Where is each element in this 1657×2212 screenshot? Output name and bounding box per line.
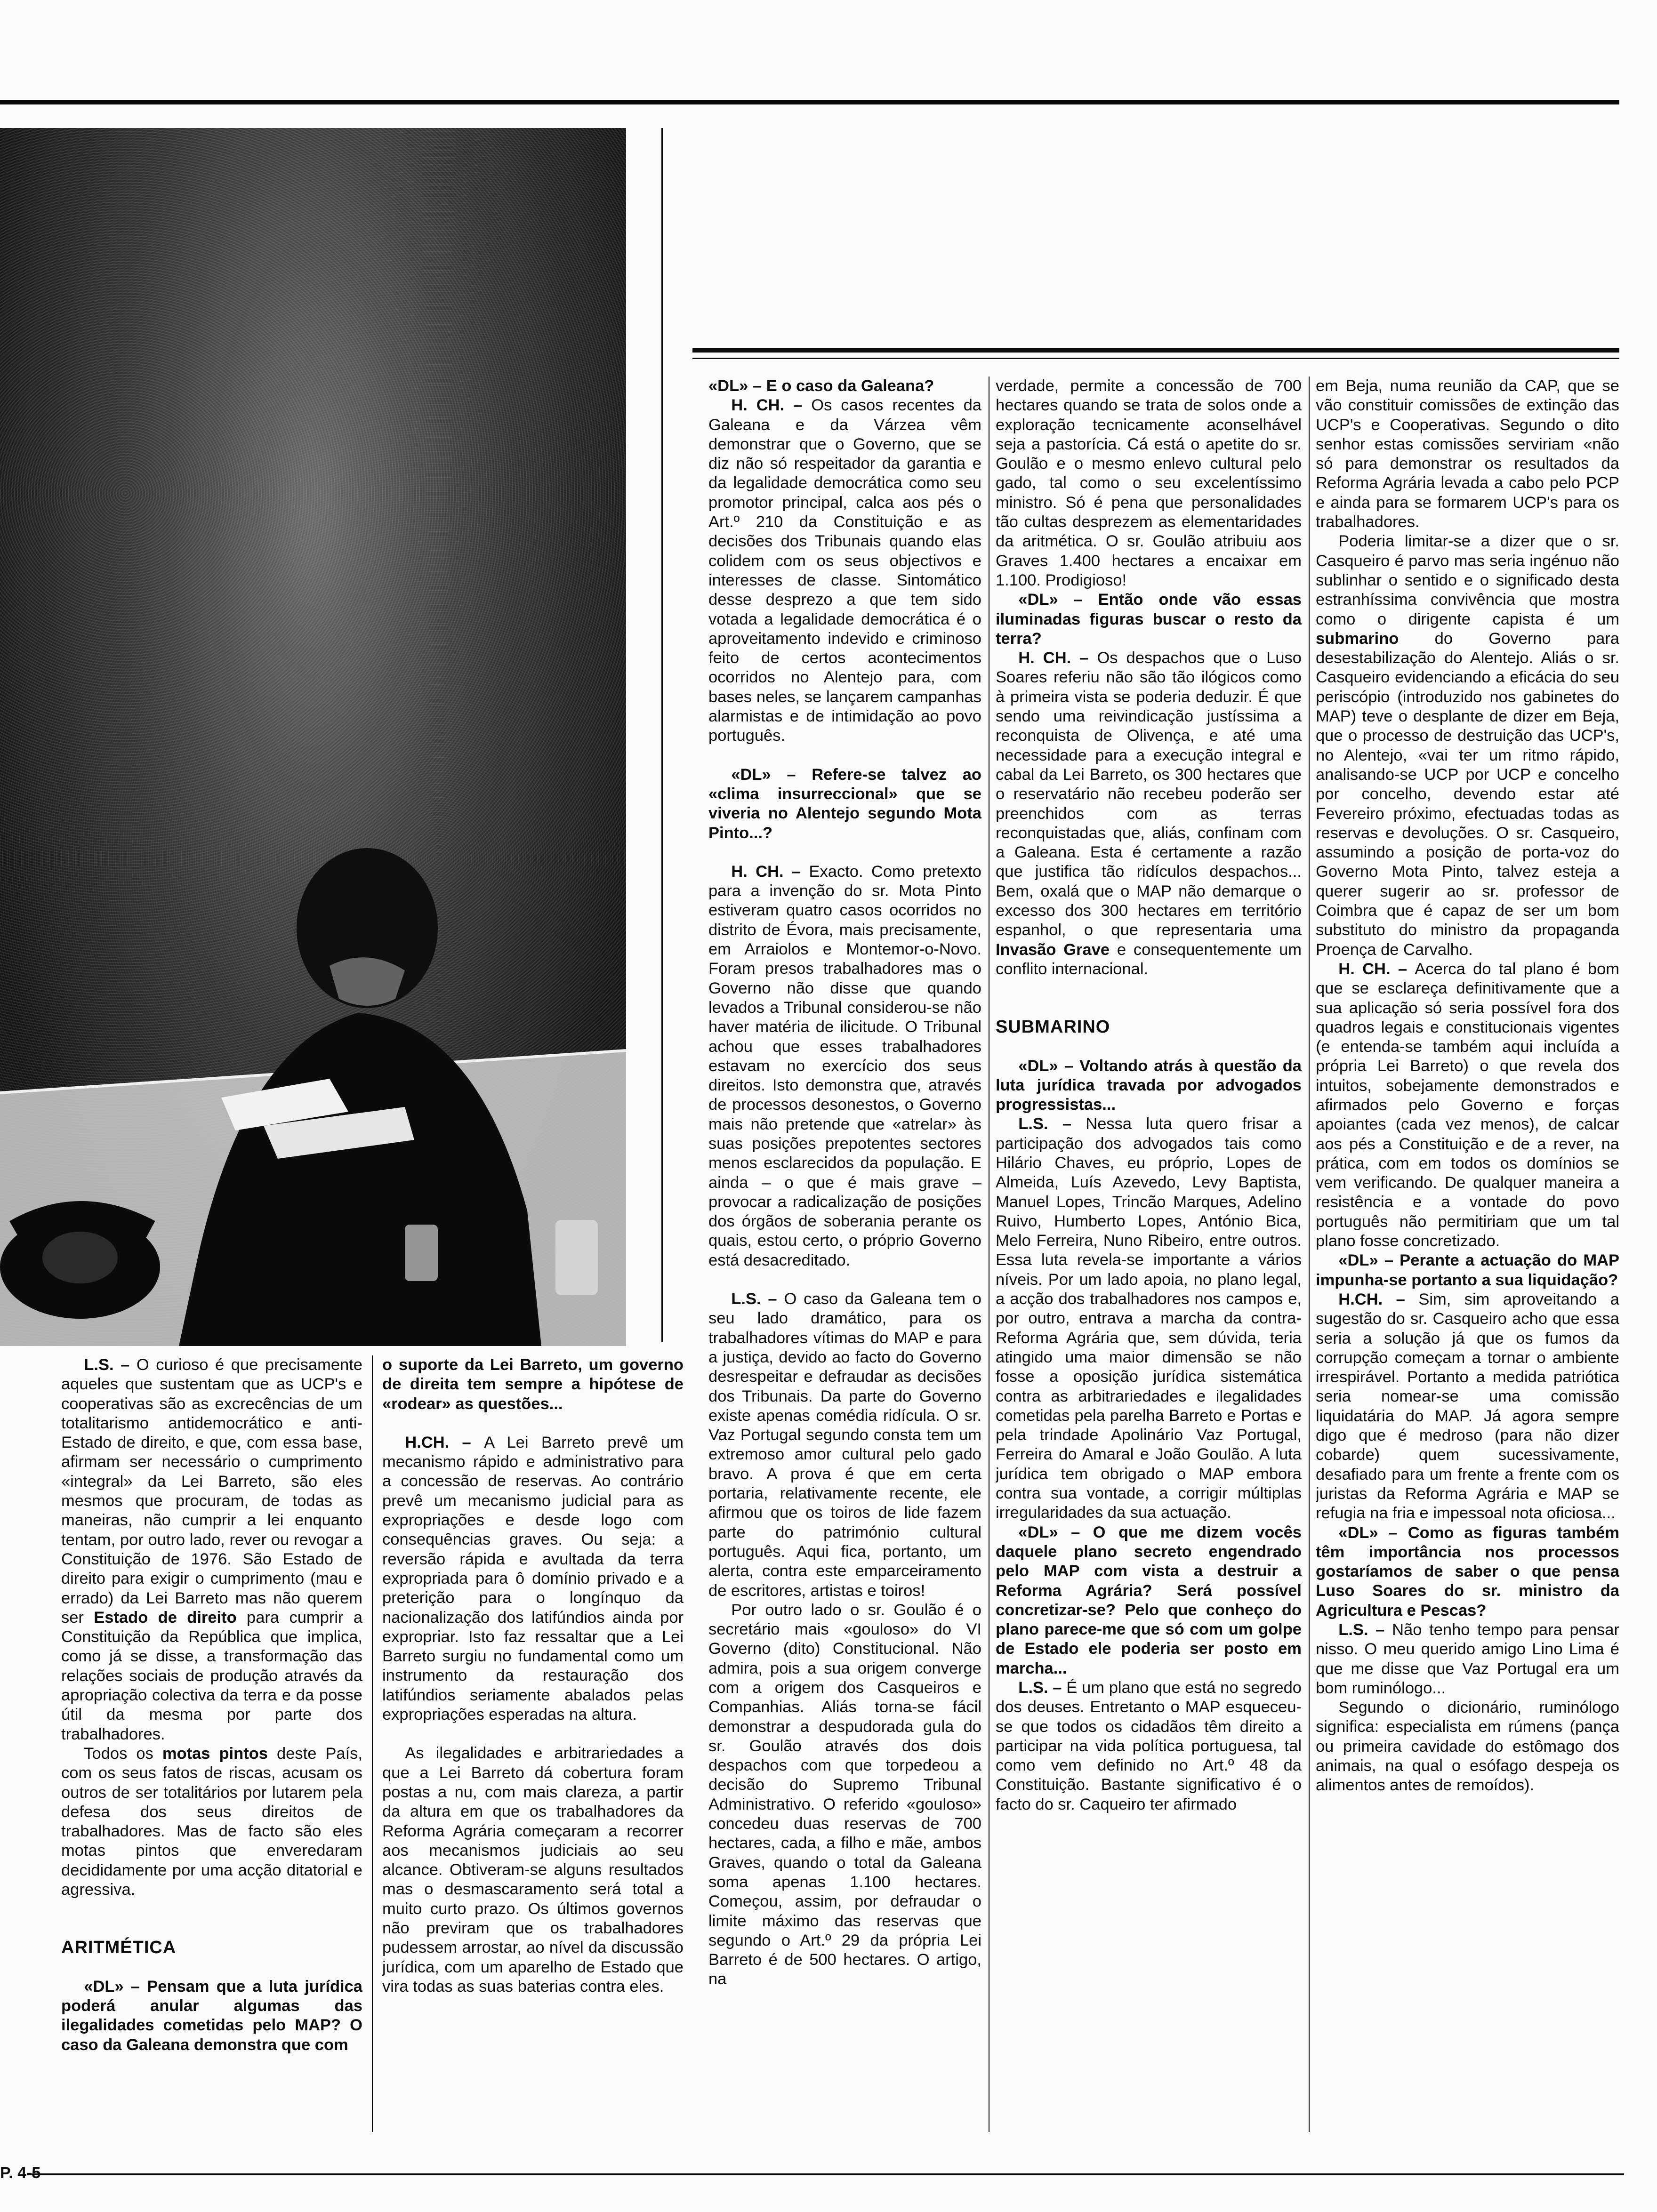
- emphasis-text: L.S. –: [1018, 1115, 1086, 1133]
- interview-question: «DL» – O que me dizem vocês daquele plano secreto engendrado pelo MAP com vista a destruir a Reforma Agrária? Será possível concretizar-se? Pelo que conheço do plano parece-me que só com um golpe de Estado ele poderia ser posto em marcha...: [996, 1523, 1302, 1677]
- paragraph-text: A Lei Barreto prevê um mecanismo rápido e administrativo para a concessão de reservas. Ao contrário prevê um mecanismo judicial para as expropriações e desde logo com consequências graves. Ou seja: a reversão rápida e avultada da terra expropriada para ô domínio privado e a preterição para o longínquo da nacionalização dos latifúndios ainda por expropriar. Isto faz ressaltar que a Lei Barreto surgiu no fundamental como um instrumento da restauração dos latifúndios seriamente abalados pelas expropriações esperadas na altura.: [382, 1433, 684, 1724]
- section-heading: ARITMÉTICA: [61, 1938, 177, 1958]
- paragraph-text: para cumprir a Constituição da República que implica, como já se disse, a transformação das relações sociais de produção através da apropriação colectiva da terra e da posse útil da mesma por parte dos trabalhadores.: [61, 1608, 362, 1743]
- paragraph-text: As ilegalidades e arbitrariedades a que a Lei Barreto dá cobertura foram postas a nu, com mais clareza, a partir da altura em que os trabalhadores da Reforma Agrária começaram a recorrer aos mecanismos judiciais ao seu alcance. Obtiveram-se alguns resultados mas o desmascaramento será total a muito curto prazo. Os últimos governos não previram que os trabalhadores pudessem arrostar, ao nível da discussão jurídica, com um aparelho de Estado que vira todas as suas baterias contra eles.: [382, 1744, 684, 1996]
- paragraph-text: em Beja, numa reunião da CAP, que se vão constituir comissões de extinção das UCP's e Cooperativas. Segundo o dito senhor estas comissões serviriam «não só para demonstrar os resultados da Reforma Agrária levada a cabo pelo PCP e ainda para se formarem UCP's para os trabalhadores.: [1316, 377, 1619, 531]
- paragraph-text: O caso da Galeana tem o seu lado dramático, para os trabalhadores vítimas do MAP e para a justiça, devido ao facto do Governo desrespeitar e defraudar as decisões dos Tribunais. Da parte do Governo existe apenas comédia ridícula. O sr. Vaz Portugal segundo consta tem um extremoso amor cultural pelo gado bravo. A prova é que em certa portaria, relativamente recente, ele afirmou que os toiros de lide fazem parte do património cultural português. Aqui fica, portanto, um alerta, contra este emparceiramento de escritores, artistas e toiros!: [708, 1290, 981, 1600]
- article-column-4: [996, 377, 1302, 2146]
- emphasis-text: H.CH. –: [405, 1433, 484, 1451]
- interview-question: «DL» – Pensam que a luta jurídica poderá anular algumas das ilegalidades cometidas pelo MAP? O caso da Galeana demonstra que com: [61, 1977, 362, 2054]
- paragraph-text: Exacto. Como pretexto para a invenção do sr. Mota Pinto estiveram quatro casos ocorridos no distrito de Évora, mais precisamente, em Arraiolos e Montemor-o-Novo. Foram presos trabalhadores mas o Governo não disse que quando levados a Tribunal considerou-se não haver matéria de ilicitude. O Tribunal achou que esses trabalhadores estavam no exercício dos seus direitos. Isto demonstra que, através de processos desonestos, o Governo mais não pretende que «atrelar» às suas posições prepotentes sectores menos esclarecidos da população. E ainda – o que é mais grave – provocar a radicalização de posições dos órgãos de soberania perante os quais, estou certo, o próprio Governo está desacreditado.: [708, 862, 981, 1269]
- paragraph-text: Os despachos que o Luso Soares referiu não são tão ilógicos como à primeira vista se poderia deduzir. É que sendo uma reivindicação justíssima a reconquista de Olivença, e até uma necessidade para a execução integral e cabal da Lei Barreto, os 300 hectares que o reservatário não recebeu poderão ser preenchidos com as terras reconquistadas que, aliás, confinam com a Galeana. Esta é certamente a razão que justifica tão ridículos despachos... Bem, oxalá que o MAP não demarque o excesso dos 300 hectares em território espanhol, o que representaria uma: [996, 649, 1302, 939]
- interview-question: o suporte da Lei Barreto, um governo de direita tem sempre a hipótese de «rodear» as questões...: [382, 1356, 684, 1413]
- paragraph-text: e consequentemente um conflito internacional.: [996, 940, 1302, 978]
- interview-question: «DL» – Perante a actuação do MAP impunha-se portanto a sua liquidação?: [1316, 1251, 1619, 1289]
- emphasis-text: submarino: [1316, 629, 1399, 648]
- article-column-5: [1316, 377, 1619, 2146]
- paragraph-text: Todos os: [84, 1744, 162, 1763]
- article-column-1: [61, 1355, 362, 2156]
- article-column-2: [382, 1355, 684, 2156]
- column-separator: [372, 1355, 373, 2132]
- interview-question: «DL» – Voltando atrás à questão da luta jurídica travada por advogados progressistas...: [996, 1057, 1302, 1114]
- body-paragraph: [1316, 1620, 1619, 1698]
- body-paragraph: [1316, 960, 1619, 1251]
- bottom-rule: [28, 2173, 1624, 2175]
- emphasis-text: L.S. –: [1338, 1621, 1392, 1639]
- paragraph-text: deste País, com os seus fatos de riscas, acusam os outros de ser totalitários por lutarem pela defesa dos seus direitos de trabalhadores. Mas de facto são eles motas pintos que enveredaram decididamente por uma acção ditatorial e agressiva.: [61, 1744, 362, 1899]
- right-block-rule-thin: [692, 358, 1619, 359]
- interview-question: «DL» – E o caso da Galeana?: [708, 377, 934, 395]
- paragraph-text: do Governo para desestabilização do Alentejo. Aliás o sr. Casqueiro evidenciando a eficácia do seu periscópio (introduzido nos gabinetes do MAP) teve o desplante de dizer em Beja, que o processo de destruição das UCP's, no Alentejo, «vai ter um ritmo rápido, analisando-se UCP por UCP e concelho por concelho, devendo estar até Fevereiro próximo, efectuadas todas as reservas e devoluções. O sr. Casqueiro, assumindo a posição de porta-voz do Governo Mota Pinto, talvez esteja a querer sugerir ao sr. professor de Coimbra que é capaz de ser um bom substituto do ministro da propaganda Proença de Carvalho.: [1316, 629, 1619, 959]
- body-paragraph: [996, 1678, 1302, 1814]
- paragraph-text: Nessa luta quero frisar a participação dos advogados tais como Hilário Chaves, eu próprio, Lopes de Almeida, Luís Azevedo, Levy Baptista, Manuel Lopes, Trincão Marques, Adelino Ruivo, Humberto Lopes, António Bica, Melo Ferreira, Nuno Ribeiro, entre outros. Essa luta revela-se importante a vários níveis. Por um lado apoia, no plano legal, a acção dos trabalhadores nos campos e, por outro, entrava a marcha da contra-Reforma Agrária que, sem dúvida, teria atingido uma maior dimensão se não fosse a oposição jurídica sistemática contra as arbitrariedades e ilegalidades cometidas pela parelha Barreto e Portas e pela trindade Apolinário Vaz Portugal, Ferreira do Amaral e João Goulão. A luta jurídica tem obrigado o MAP embora contra sua vontade, a corrigir múltiplas irregularidades da sua actuação.: [996, 1115, 1302, 1522]
- emphasis-text: H. CH. –: [1018, 649, 1097, 667]
- body-paragraph: [382, 1744, 684, 1996]
- paragraph-text: Acerca do tal plano é bom que se esclareça definitivamente que a sua aplicação só seria possível fora dos quadros legais e constitucionais vigentes (e entenda-se também aqui incluída a própria Lei Barreto) o que revela dos intuitos, sobejamente demonstrados e afirmados pelo Governo e forças apoiantes (cada vez menos), de calcar aos pés a Constituição e de a rever, na prática, com em todos os domínios se vem verificando. De qualquer maneira a resistência e a vontade do povo português não permitiriam que um tal plano fosse concretizado.: [1316, 960, 1619, 1250]
- body-paragraph: [708, 1601, 981, 1989]
- body-paragraph: [1316, 377, 1619, 532]
- interview-question: «DL» – Então onde vão essas iluminadas figuras buscar o resto da terra?: [996, 591, 1302, 648]
- interview-question: «DL» – Como as figuras também têm importância nos processos gostaríamos de saber o que pensa Luso Soares do sr. ministro da Agricultura e Pescas?: [1316, 1523, 1619, 1619]
- body-paragraph: [61, 1744, 362, 1899]
- paragraph-text: Os casos recentes da Galeana e da Várzea vêm demonstrar que o Governo, que se diz não só respeitador da garantia e da legalidade democrática como seu promotor principal, calca aos pés o Art.º 210 da Constituição e as decisões dos Tribunais quando elas colidem com os seus objectivos e interesses de classe. Sintomático desse desprezo a que tem sido votada a legalidade democrática é o aproveitamento indevido e criminoso feito de certos acontecimentos ocorridos no Alentejo para, com bases neles, se lançarem campanhas alarmistas e de intimidação ao povo português.: [708, 396, 981, 745]
- right-block-rule-thick: [692, 348, 1619, 353]
- page-folio: P. 4-5: [0, 2164, 41, 2182]
- paragraph-text: É um plano que está no segredo dos deuses. Entretanto o MAP esqueceu-se que todos os cidadãos têm direito a participar na vida política portuguesa, tal como vem definido no Art.º 48 da Constituição. Bastante significativo é o facto do sr. Caqueiro ter afirmado: [996, 1679, 1302, 1813]
- article-column-3: [708, 377, 981, 2146]
- emphasis-text: L.S. –: [84, 1356, 137, 1374]
- paragraph-text: Poderia limitar-se a dizer que o sr. Casqueiro é parvo mas seria ingénuo não sublinhar o sentido e o significado desta estranhíssima convivência que mostra como o dirigente capista é um: [1316, 532, 1619, 628]
- body-paragraph: [996, 1114, 1302, 1523]
- emphasis-text: L.S. –: [1018, 1679, 1067, 1697]
- body-paragraph: [1316, 1290, 1619, 1523]
- column-separator: [661, 128, 663, 1342]
- emphasis-text: H. CH. –: [731, 862, 809, 881]
- emphasis-text: L.S. –: [731, 1290, 784, 1308]
- body-paragraph: [61, 1355, 362, 1744]
- section-heading: SUBMARINO: [996, 1017, 1110, 1037]
- body-paragraph: [382, 1433, 684, 1724]
- body-paragraph: [708, 862, 981, 1270]
- emphasis-text: H. CH. –: [1338, 960, 1415, 978]
- emphasis-text: motas pintos: [162, 1744, 268, 1763]
- body-paragraph: [708, 396, 981, 745]
- body-paragraph: [1316, 532, 1619, 960]
- body-paragraph: [1316, 1698, 1619, 1795]
- column-separator: [1309, 377, 1310, 2132]
- paragraph-text: Segundo o dicionário, ruminólogo significa: especialista em rúmens (pança ou primeira cavidade do estômago dos animais, na qual o esófago despeja os alimentos antes de remoídos).: [1316, 1699, 1619, 1795]
- paragraph-text: Sim, sim aproveitando a sugestão do sr. Casqueiro acho que essa seria a solução já que os fumos da corrupção começam a tornar o ambiente irrespirável. Portanto a medida patriótica seria nomear-se uma comissão liquidatária do MAP. Já agora sempre digo que é medroso (para não dizer cobarde) quem sucessivamente, desafiado para um frente a frente com os juristas da Reforma Agrária e MAP se refugia na fria e impessoal nota oficiosa...: [1316, 1290, 1619, 1523]
- emphasis-text: H. CH. –: [731, 396, 812, 415]
- body-paragraph: [996, 649, 1302, 979]
- paragraph-text: verdade, permite a concessão de 700 hectares quando se trata de solos onde a exploração tecnicamente aconselhável seja a pastorícia. Cá está o apetite do sr. Goulão e o mesmo enlevo cultural pelo gado, tal como o seu excelentíssimo ministro. Só é pena que personalidades tão cultas desprezem as elementaridades da aritmética. O sr. Goulão atribuiu aos Graves 1.400 hectares a encaixar em 1.100. Prodigioso!: [996, 377, 1302, 589]
- paragraph-text: O curioso é que precisamente aqueles que sustentam que as UCP's e cooperativas são as excrecências de um totalitarismo antidemocrático e anti-Estado de direito, e que, com essa base, afirmam ser necessário o cumprimento «integral» da Lei Barreto, são eles mesmos que procuram, de todas as maneiras, não cumprir a lei enquanto tentam, por outro lado, rever ou revogar a Constituição de 1976. São Estado de direito para exigir o cumprimento (mau e errado) da Lei Barreto mas não querem ser: [61, 1356, 362, 1627]
- body-paragraph: [708, 1290, 981, 1601]
- top-rule: [0, 100, 1619, 104]
- body-paragraph: [996, 377, 1302, 590]
- emphasis-text: Estado de direito: [94, 1608, 237, 1627]
- emphasis-text: Invasão Grave: [996, 940, 1110, 959]
- emphasis-text: H.CH. –: [1338, 1290, 1419, 1308]
- paragraph-text: Não tenho tempo para pensar nisso. O meu querido amigo Lino Lima é que me disse que Vaz Portugal era um bom ruminólogo...: [1316, 1621, 1619, 1697]
- interview-question: «DL» – Refere-se talvez ao «clima insurreccional» que se viveria no Alentejo segundo Mota Pinto...?: [708, 765, 981, 842]
- paragraph-text: Por outro lado o sr. Goulão é o secretário mais «gouloso» do VI Governo (dito) Constitucional. Não admira, pois a sua origem converge com a origem dos Casqueiros e Companhias. Aliás torna-se fácil demonstrar a despudorada gula do sr. Goulão através dos dois despachos com que torpedeou a decisão do Supremo Tribunal Administrativo. O referido «gouloso» concedeu duas reservas de 700 hectares, cada, a filho e mãe, ambos Graves, quando o total da Galeana soma apenas 1.100 hectares. Começou, assim, por defraudar o limite máximo das reservas que segundo o Art.º 29 da própria Lei Barreto é de 500 hectares. O artigo, na: [708, 1601, 981, 1988]
- interview-photo: [0, 128, 626, 1346]
